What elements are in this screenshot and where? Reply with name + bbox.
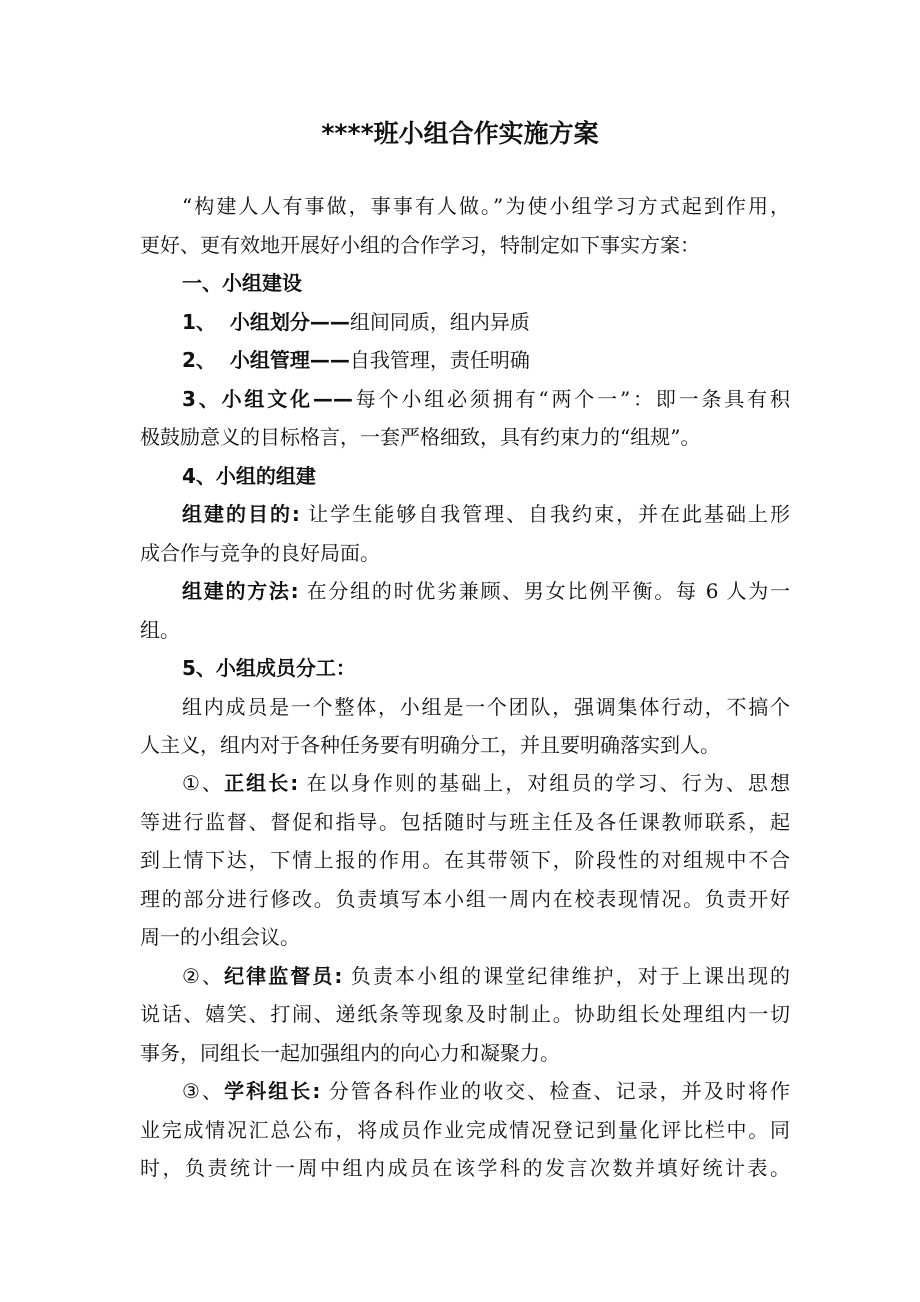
role-2-num: ②、 bbox=[182, 964, 225, 988]
division-line-1: 组内成员是一个整体，小组是一个团队，强调集体行动，不搞个 bbox=[182, 695, 790, 719]
item-2-label: 2、 小组管理—— bbox=[182, 348, 350, 372]
intro-line-2: 更好、更有效地开展好小组的合作学习，特制定如下事实方案： bbox=[140, 233, 700, 257]
purpose-label: 组建的目的: bbox=[182, 502, 300, 526]
role-2-text-3: 事务，同组长一起加强组内的向心力和凝聚力。 bbox=[140, 1041, 560, 1065]
section-heading-1: 一、小组建设 bbox=[182, 271, 302, 295]
item-1-text: 组间同质，组内异质 bbox=[349, 310, 530, 334]
item-1 bbox=[182, 303, 790, 341]
method-label: 组建的方法: bbox=[182, 579, 299, 603]
role-1 bbox=[182, 764, 790, 802]
intro-line-1: “构建人人有事做，事事有人做。”为使小组学习方式起到作用， bbox=[182, 194, 790, 218]
item-3-text-1: 每个小组必须拥有“两个一”：即一条具有积 bbox=[352, 387, 791, 411]
role-1-text-4: 理的部分进行修改。负责填写本小组一周内在校表现情况。负责开好 bbox=[140, 887, 790, 911]
role-1-text-3: 到上情下达，下情上报的作用。在其带领下，阶段性的对组规中不合 bbox=[140, 848, 790, 872]
role-1-label: 正组长: bbox=[224, 771, 299, 795]
role-1-text-5: 周一的小组会议。 bbox=[140, 925, 300, 949]
method-text-1: 在分组的时优劣兼顾、男女比例平衡。每 6 人为一 bbox=[298, 579, 791, 603]
role-3-text-3: 时，负责统计一周中组内成员在该学科的发言次数并填好统计表。 bbox=[140, 1156, 790, 1180]
item-3-label: 3、小组文化—— bbox=[182, 387, 353, 411]
role-3-text-1: 分管各科作业的收交、检查、记录，并及时将作 bbox=[320, 1079, 791, 1103]
purpose-text-1: 让学生能够自我管理、自我约束，并在此基础上形 bbox=[299, 502, 791, 526]
item-3-text-2: 极鼓励意义的目标格言，一套严格细致，具有约束力的“组规”。 bbox=[140, 425, 701, 449]
role-3-num: ③、 bbox=[182, 1079, 225, 1103]
role-2-label: 纪律监督员: bbox=[224, 964, 343, 988]
method-text-2: 组。 bbox=[140, 618, 180, 642]
item-2-text: 自我管理，责任明确 bbox=[349, 348, 530, 372]
item-2 bbox=[182, 341, 790, 379]
purpose-text-2: 成合作与竞争的良好局面。 bbox=[140, 541, 380, 565]
role-2-text-1: 负责本小组的课堂纪律维护，对于上课出现的 bbox=[342, 964, 791, 988]
item-3 bbox=[182, 380, 790, 418]
item-4: 4、小组的组建 bbox=[182, 464, 316, 488]
role-3-text-2: 业完成情况汇总公布，将成员作业完成情况登记到量化评比栏中。同 bbox=[140, 1118, 790, 1142]
document-title: ****班小组合作实施方案 bbox=[321, 119, 599, 148]
role-2-text-2: 说话、嬉笑、打闹、递纸条等现象及时制止。协助组长处理组内一切 bbox=[140, 1002, 790, 1026]
role-1-num: ①、 bbox=[182, 771, 225, 795]
method-para bbox=[182, 572, 790, 610]
item-1-label: 1、 小组划分—— bbox=[182, 310, 350, 334]
division-line-2: 人主义，组内对于各种任务要有明确分工，并且要明确落实到人。 bbox=[140, 733, 720, 757]
role-1-text-1: 在以身作则的基础上，对组员的学习、行为、思想 bbox=[298, 771, 790, 795]
item-5: 5、小组成员分工： bbox=[182, 656, 356, 680]
role-1-text-2: 等进行监督、督促和指导。包括随时与班主任及各任课教师联系，起 bbox=[140, 810, 790, 834]
role-3 bbox=[182, 1072, 790, 1110]
purpose-para bbox=[182, 495, 790, 533]
role-2 bbox=[182, 957, 790, 995]
role-3-label: 学科组长: bbox=[224, 1079, 321, 1103]
